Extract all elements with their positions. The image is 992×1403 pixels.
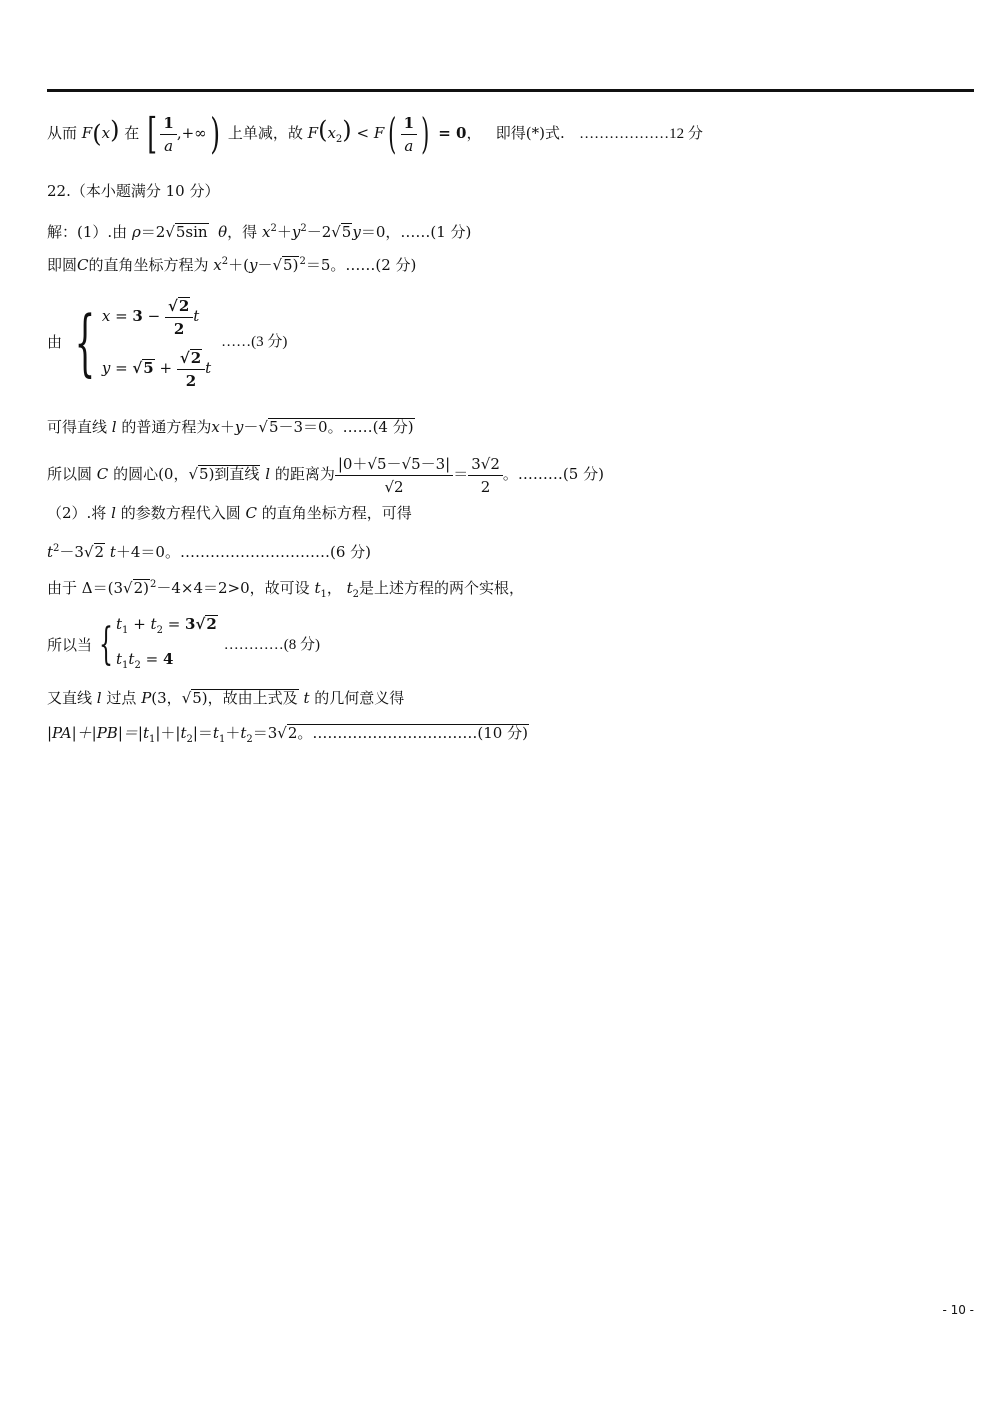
math: ， — [466, 124, 492, 142]
text: 所以圆 — [47, 465, 93, 483]
sol-line-11: $|PA|+|PB|=|t_1|+|t_2|=t_1+t_2=3√2$。……………………………(10 分) — [47, 724, 528, 745]
math: C — [77, 256, 89, 274]
math: = 0 — [438, 124, 467, 142]
paren: ) — [110, 116, 120, 144]
points: …………(8 分) — [223, 637, 321, 653]
paren: ) — [421, 109, 430, 158]
text: 即圆 — [47, 256, 78, 274]
page-number: - 10 - — [942, 1303, 974, 1317]
text: 从而 — [47, 124, 78, 142]
sol-line-1: 解：(1）.由 ρ＝2√5sin θ，得 $x^2+y^2-2√5y=0$，……(1 分) — [47, 223, 472, 241]
text: 的参数方程代入圆 — [120, 504, 241, 522]
math: P — [141, 689, 152, 707]
math: l — [96, 689, 102, 707]
math: x — [101, 124, 111, 142]
sol-line-2: 即圆C的直角坐标方程为 $x^2+(y-√5)^2=5$。……(2 分) — [47, 256, 417, 274]
math: －3 — [59, 543, 84, 561]
sol-line-6 — [47, 503, 412, 523]
sol-line-8: 由于 $\Delta=(3√2)^2-4\times 4=2>0$，故可设 $t_1$， $t_2$是上述方程的两个实根， — [47, 579, 525, 600]
q22-heading: 22.（本小题满分 10 分） — [47, 182, 220, 200]
text: ＝0，……(1 分) — [360, 223, 472, 241]
den: a — [164, 136, 174, 155]
text: 由 — [47, 333, 63, 351]
math: C — [245, 504, 257, 522]
math: |PA|＋|PB|＝| — [47, 724, 143, 742]
text: 又直线 — [47, 689, 93, 707]
equations: x = 3 − $\frac{√2}{2}$ t y = √5 + $\frac{√2}{2}$ t — [101, 296, 212, 390]
math: x — [213, 256, 222, 274]
paren: ( — [92, 120, 102, 148]
text: 即得(*)式. — [495, 124, 565, 142]
math: < — [356, 124, 370, 142]
text: 所以当 — [47, 636, 93, 654]
paren: ) — [209, 109, 220, 158]
header-rule — [47, 89, 974, 92]
brace: { — [99, 619, 114, 670]
sol-line-7: $t^2-3√2$ t＋4＝0。…………………………(6 分) — [47, 543, 371, 561]
math: ＝3 — [252, 724, 278, 742]
text: 在 — [124, 124, 140, 142]
den: a — [404, 136, 414, 155]
equation-system — [47, 610, 320, 680]
math: ＝ — [453, 465, 469, 483]
paren: ( — [388, 109, 397, 158]
points: ……(3 分) — [221, 334, 288, 350]
math: θ — [218, 223, 228, 241]
math: F — [307, 124, 319, 142]
text: ，得 — [227, 223, 258, 241]
fraction: $\frac{|0+√5-√5-3|}{√2}$ — [335, 453, 453, 498]
math: 由于 Δ＝(3 — [47, 579, 123, 597]
equation-system — [47, 290, 287, 394]
math: |＝ — [192, 724, 213, 742]
line-1: 从而 F(x) 在 [ $\frac{1}{a}$ ,+∞) 上单减，故 $F(x_2) < F$( $\frac{1}{a}$ ) = 0， 即得(*)式. ………………12 分 — [47, 109, 703, 158]
radicand: 5) — [283, 256, 299, 274]
text: 过点 — [106, 689, 137, 707]
sol-line-5: 所以圆 C 的圆心(0，√5)到直线 l 的距离为 $\frac{|0+√5-√5-3|}{√2}$ ＝ $\frac{3√2}{2}$ 。………(5 分) — [47, 454, 604, 496]
radicand: 2。……………………………(10 分) — [287, 724, 528, 742]
math: x — [261, 223, 271, 241]
text: 是上述方程的两个实根， — [359, 579, 525, 597]
num: 1 — [401, 112, 417, 135]
bracket: [ — [147, 109, 158, 158]
math: t — [303, 689, 310, 707]
radicand: 5－3＝0。……(4 分) — [268, 418, 414, 436]
math: l — [111, 418, 117, 436]
radicand: 5)到直线 — [199, 465, 260, 483]
text: 的距离为 — [274, 465, 335, 483]
fraction — [401, 112, 417, 157]
sol-line-3 — [47, 290, 287, 394]
text: (3， — [151, 689, 182, 707]
radicand: 5)，故由上式及 — [192, 689, 298, 707]
sol-line-4: 可得直线 l 的普通方程为x＋y－√5－3＝0。……(4 分) — [47, 418, 414, 436]
text: ＋4＝0。…………………………(6 分) — [115, 543, 371, 561]
math: ρ — [131, 223, 141, 241]
brace: { — [74, 300, 96, 384]
text: 的直角坐标方程为 — [88, 256, 209, 274]
paren: ( — [318, 116, 328, 144]
math: ,+∞ — [176, 124, 207, 142]
radicand: 2) — [133, 579, 149, 597]
text: 可得直线 — [47, 418, 108, 436]
text: 的直角坐标方程，可得 — [261, 504, 412, 522]
num: 1 — [160, 112, 176, 135]
text: 的圆心(0， — [113, 465, 189, 483]
text: 解：(1）.由 — [47, 223, 128, 241]
math: F — [81, 124, 93, 142]
math: l — [265, 465, 271, 483]
math: F — [373, 124, 385, 142]
points: ………………12 分 — [579, 126, 703, 142]
math: ＝2 — [140, 223, 166, 241]
fraction — [160, 112, 176, 157]
fraction: $\frac{3√2}{2}$ — [468, 453, 503, 498]
text: 的几何意义得 — [314, 689, 405, 707]
paren: ) — [342, 116, 352, 144]
math: x — [327, 124, 336, 142]
sol-line-9 — [47, 610, 320, 680]
sol-line-10: 又直线 l 过点 P(3，√5)，故由上式及 t 的几何意义得 — [47, 689, 405, 707]
equations: $t_1 + t_2 = 3√2$ $t_1t_2 = 4$ — [116, 615, 217, 671]
text: 的普通方程为 — [121, 418, 212, 436]
text: ＝5。……(2 分) — [305, 256, 417, 274]
math: |＋| — [155, 724, 181, 742]
text: －4×4＝2>0，故可设 — [156, 579, 310, 597]
points: 。………(5 分) — [502, 465, 604, 483]
math: C — [96, 465, 109, 483]
text: （2）.将 — [47, 504, 107, 522]
radicand: 5sin — [175, 223, 208, 241]
text: 上单减，故 — [227, 124, 303, 142]
math: l — [111, 504, 116, 522]
